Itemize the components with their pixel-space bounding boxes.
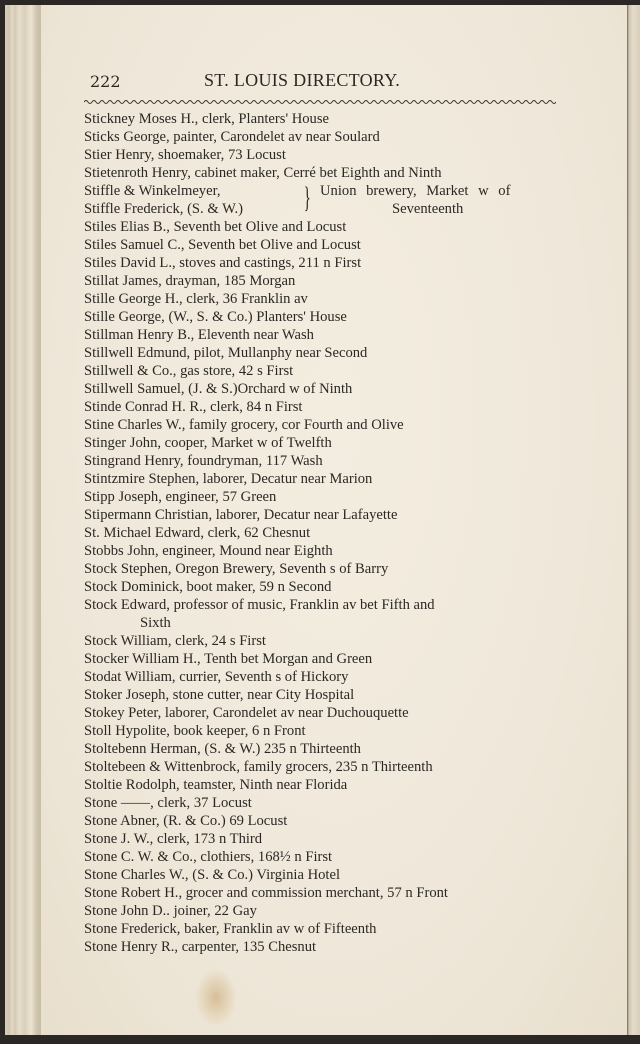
entry: Stiles Samuel C., Seventh bet Olive and Locust	[84, 237, 361, 253]
entry: Stone Frederick, baker, Franklin av w of Fifteenth	[84, 921, 377, 937]
entry: Stone J. W., clerk, 173 n Third	[84, 831, 263, 847]
entry-line: Stiffle & Winkelmeyer,	[84, 183, 221, 199]
bracketed-entry	[84, 182, 564, 218]
page-number: 222	[90, 72, 121, 91]
entry: Stone John D.. joiner, 22 Gay	[84, 903, 257, 919]
entry: Stillwell Samuel, (J. & S.)Orchard w of Ninth	[84, 381, 353, 397]
entry: Stillat James, drayman, 185 Morgan	[84, 273, 296, 289]
entry: Stock Edward, professor of music, Franklin av bet Fifth and	[84, 597, 435, 613]
entry: Stiles Elias B., Seventh bet Olive and Locust	[84, 219, 347, 235]
entry: Stinde Conrad H. R., clerk, 84 n First	[84, 399, 303, 415]
entry: Stock Stephen, Oregon Brewery, Seventh s of Barry	[84, 561, 389, 577]
entry: Stoker Joseph, stone cutter, near City Hospital	[84, 687, 355, 703]
entry: Stock William, clerk, 24 s First	[84, 633, 266, 649]
entry-list	[84, 110, 564, 182]
entry: Stickney Moses H., clerk, Planters' House	[84, 111, 330, 127]
entry: Stone Charles W., (S. & Co.) Virginia Hotel	[84, 867, 340, 883]
entry: Stillwell Edmund, pilot, Mullanphy near Second	[84, 345, 368, 361]
entry: Stille George H., clerk, 36 Franklin av	[84, 291, 308, 307]
entry: Stiles David L., stoves and castings, 211 n First	[84, 255, 362, 271]
entry: Stock Dominick, boot maker, 59 n Second	[84, 579, 332, 595]
entry-continuation: Sixth	[140, 615, 171, 631]
entry: Sticks George, painter, Carondelet av near Soulard	[84, 129, 380, 145]
entry: Stone C. W. & Co., clothiers, 168½ n First	[84, 849, 333, 865]
entry: Stier Henry, shoemaker, 73 Locust	[84, 147, 286, 163]
paper-stain	[196, 970, 236, 1025]
entry: Stoll Hypolite, book keeper, 6 n Front	[84, 723, 306, 739]
entry-line: Seventeenth	[392, 201, 464, 217]
entry: Stocker William H., Tenth bet Morgan and Green	[84, 651, 373, 667]
entry-list	[84, 218, 564, 596]
book-spine	[627, 5, 640, 1035]
entry: Stone Robert H., grocer and commission merchant, 57 n Front	[84, 885, 448, 901]
wavy-rule	[84, 98, 556, 106]
page-content	[84, 66, 564, 956]
page-header	[84, 66, 564, 92]
entry: Stone Abner, (R. & Co.) 69 Locust	[84, 813, 288, 829]
entry-list	[84, 632, 564, 956]
entry: Stingrand Henry, foundryman, 117 Wash	[84, 453, 323, 469]
entry-line: Stiffle Frederick, (S. & W.)	[84, 201, 244, 217]
entry: Stoltie Rodolph, teamster, Ninth near Florida	[84, 777, 348, 793]
entry: Stintzmire Stephen, laborer, Decatur near Marion	[84, 471, 373, 487]
entry: Stille George, (W., S. & Co.) Planters' House	[84, 309, 347, 325]
entry: Stietenroth Henry, cabinet maker, Cerré bet Eighth and Ninth	[84, 165, 442, 181]
entry: Stobbs John, engineer, Mound near Eighth	[84, 543, 333, 559]
brace-mark: }	[303, 181, 311, 214]
entry: Stodat William, currier, Seventh s of Hickory	[84, 669, 349, 685]
entry: Stone Henry R., carpenter, 135 Chesnut	[84, 939, 317, 955]
page-edges	[5, 5, 41, 1035]
entry: St. Michael Edward, clerk, 62 Chesnut	[84, 525, 311, 541]
entry: Stokey Peter, laborer, Carondelet av near Duchouquette	[84, 705, 409, 721]
entry: Stoltebenn Herman, (S. & W.) 235 n Thirteenth	[84, 741, 361, 757]
entry: Stoltebeen & Wittenbrock, family grocers, 235 n Thirteenth	[84, 759, 433, 775]
entry: Stillman Henry B., Eleventh near Wash	[84, 327, 314, 343]
entry-line: Union brewery, Market w of	[320, 183, 511, 199]
entry: Stipermann Christian, laborer, Decatur near Lafayette	[84, 507, 398, 523]
entry: Stone ——, clerk, 37 Locust	[84, 795, 252, 811]
entry: Stine Charles W., family grocery, cor Fourth and Olive	[84, 417, 404, 433]
entry: Stipp Joseph, engineer, 57 Green	[84, 489, 277, 505]
entry: Stinger John, cooper, Market w of Twelfth	[84, 435, 332, 451]
entry: Stillwell & Co., gas store, 42 s First	[84, 363, 294, 379]
running-title: ST. LOUIS DIRECTORY.	[204, 70, 401, 90]
